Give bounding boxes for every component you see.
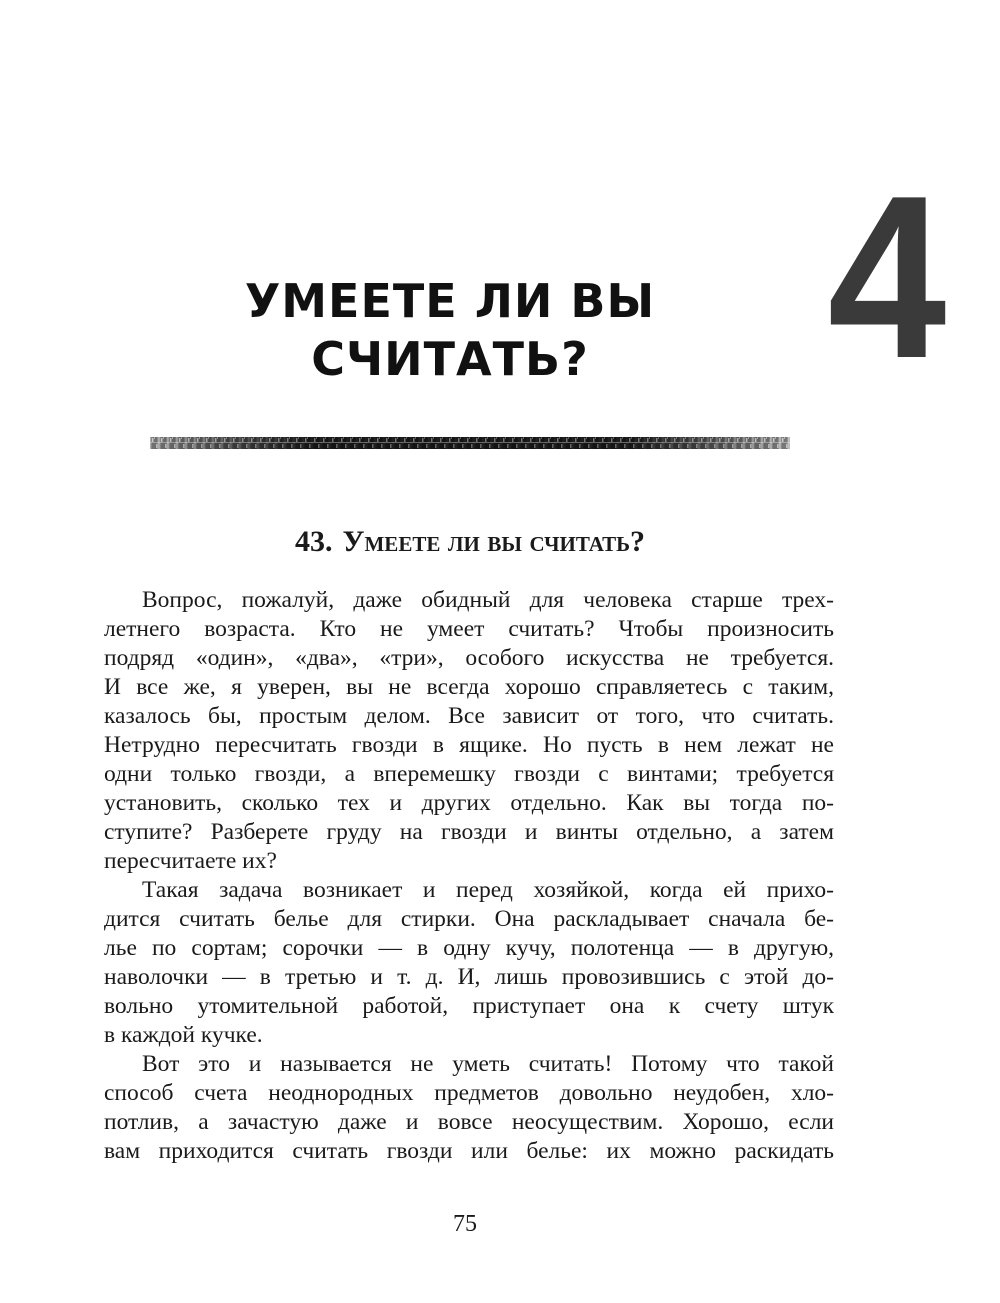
text-line: И все же, я уверен, вы не всегда хорошо справляетесь с таким, bbox=[104, 674, 834, 700]
text-line: Такая задача возникает и перед хозяйкой, когда ей прихо- bbox=[142, 877, 834, 903]
text-line: подряд «один», «два», «три», особого искусства не требуется. bbox=[104, 645, 834, 671]
text-line: ступите? Разберете груду на гвозди и винты отдельно, а затем bbox=[104, 819, 834, 845]
text-line: вам приходится считать гвозди или белье: их можно раскидать bbox=[104, 1138, 834, 1164]
chapter-title-line: СЧИТАТЬ? bbox=[311, 332, 589, 386]
decorative-rule bbox=[150, 436, 790, 450]
section-title: Умеете ли вы считать? bbox=[342, 525, 646, 558]
section-heading bbox=[180, 520, 760, 564]
page-number: 75 bbox=[453, 1211, 477, 1237]
text-line: казалось бы, простым делом. Все зависит от того, что считать. bbox=[104, 703, 834, 729]
text-line: Вот это и называется не уметь считать! Потому что такой bbox=[142, 1051, 834, 1077]
text-line: летнего возраста. Кто не умеет считать? Чтобы произносить bbox=[104, 616, 834, 642]
text-line: способ счета неоднородных предметов довольно неудобен, хло- bbox=[104, 1080, 834, 1106]
text-line: дится считать белье для стирки. Она раскладывает сначала бе- bbox=[104, 906, 834, 932]
text-line: пересчитаете их? bbox=[104, 848, 277, 874]
section-number: 43. bbox=[294, 525, 333, 558]
text-line: вольно утомительной работой, приступает она к счету штук bbox=[104, 993, 834, 1019]
chapter-title-line: УМЕЕТЕ ЛИ ВЫ bbox=[244, 274, 656, 328]
text-line: Вопрос, пожалуй, даже обидный для человека старше трех- bbox=[142, 587, 834, 613]
chapter-title bbox=[240, 272, 660, 388]
text-line: установить, сколько тех и других отдельно. Как вы тогда по- bbox=[104, 790, 834, 816]
text-line: наволочки — в третью и т. д. И, лишь провозившись с этой до- bbox=[104, 964, 834, 990]
text-line: лье по сортам; сорочки — в одну кучу, полотенца — в другую, bbox=[104, 935, 834, 961]
text-line: Нетрудно пересчитать гвозди в ящике. Но пусть в нем лежат не bbox=[104, 732, 834, 758]
text-line: в каждой кучке. bbox=[104, 1022, 263, 1048]
chapter-number: 4 bbox=[827, 148, 947, 407]
text-line: одни только гвозди, а вперемешку гвозди с винтами; требуется bbox=[104, 761, 834, 787]
text-line: потлив, а зачастую даже и вовсе неосуществим. Хорошо, если bbox=[104, 1109, 834, 1135]
